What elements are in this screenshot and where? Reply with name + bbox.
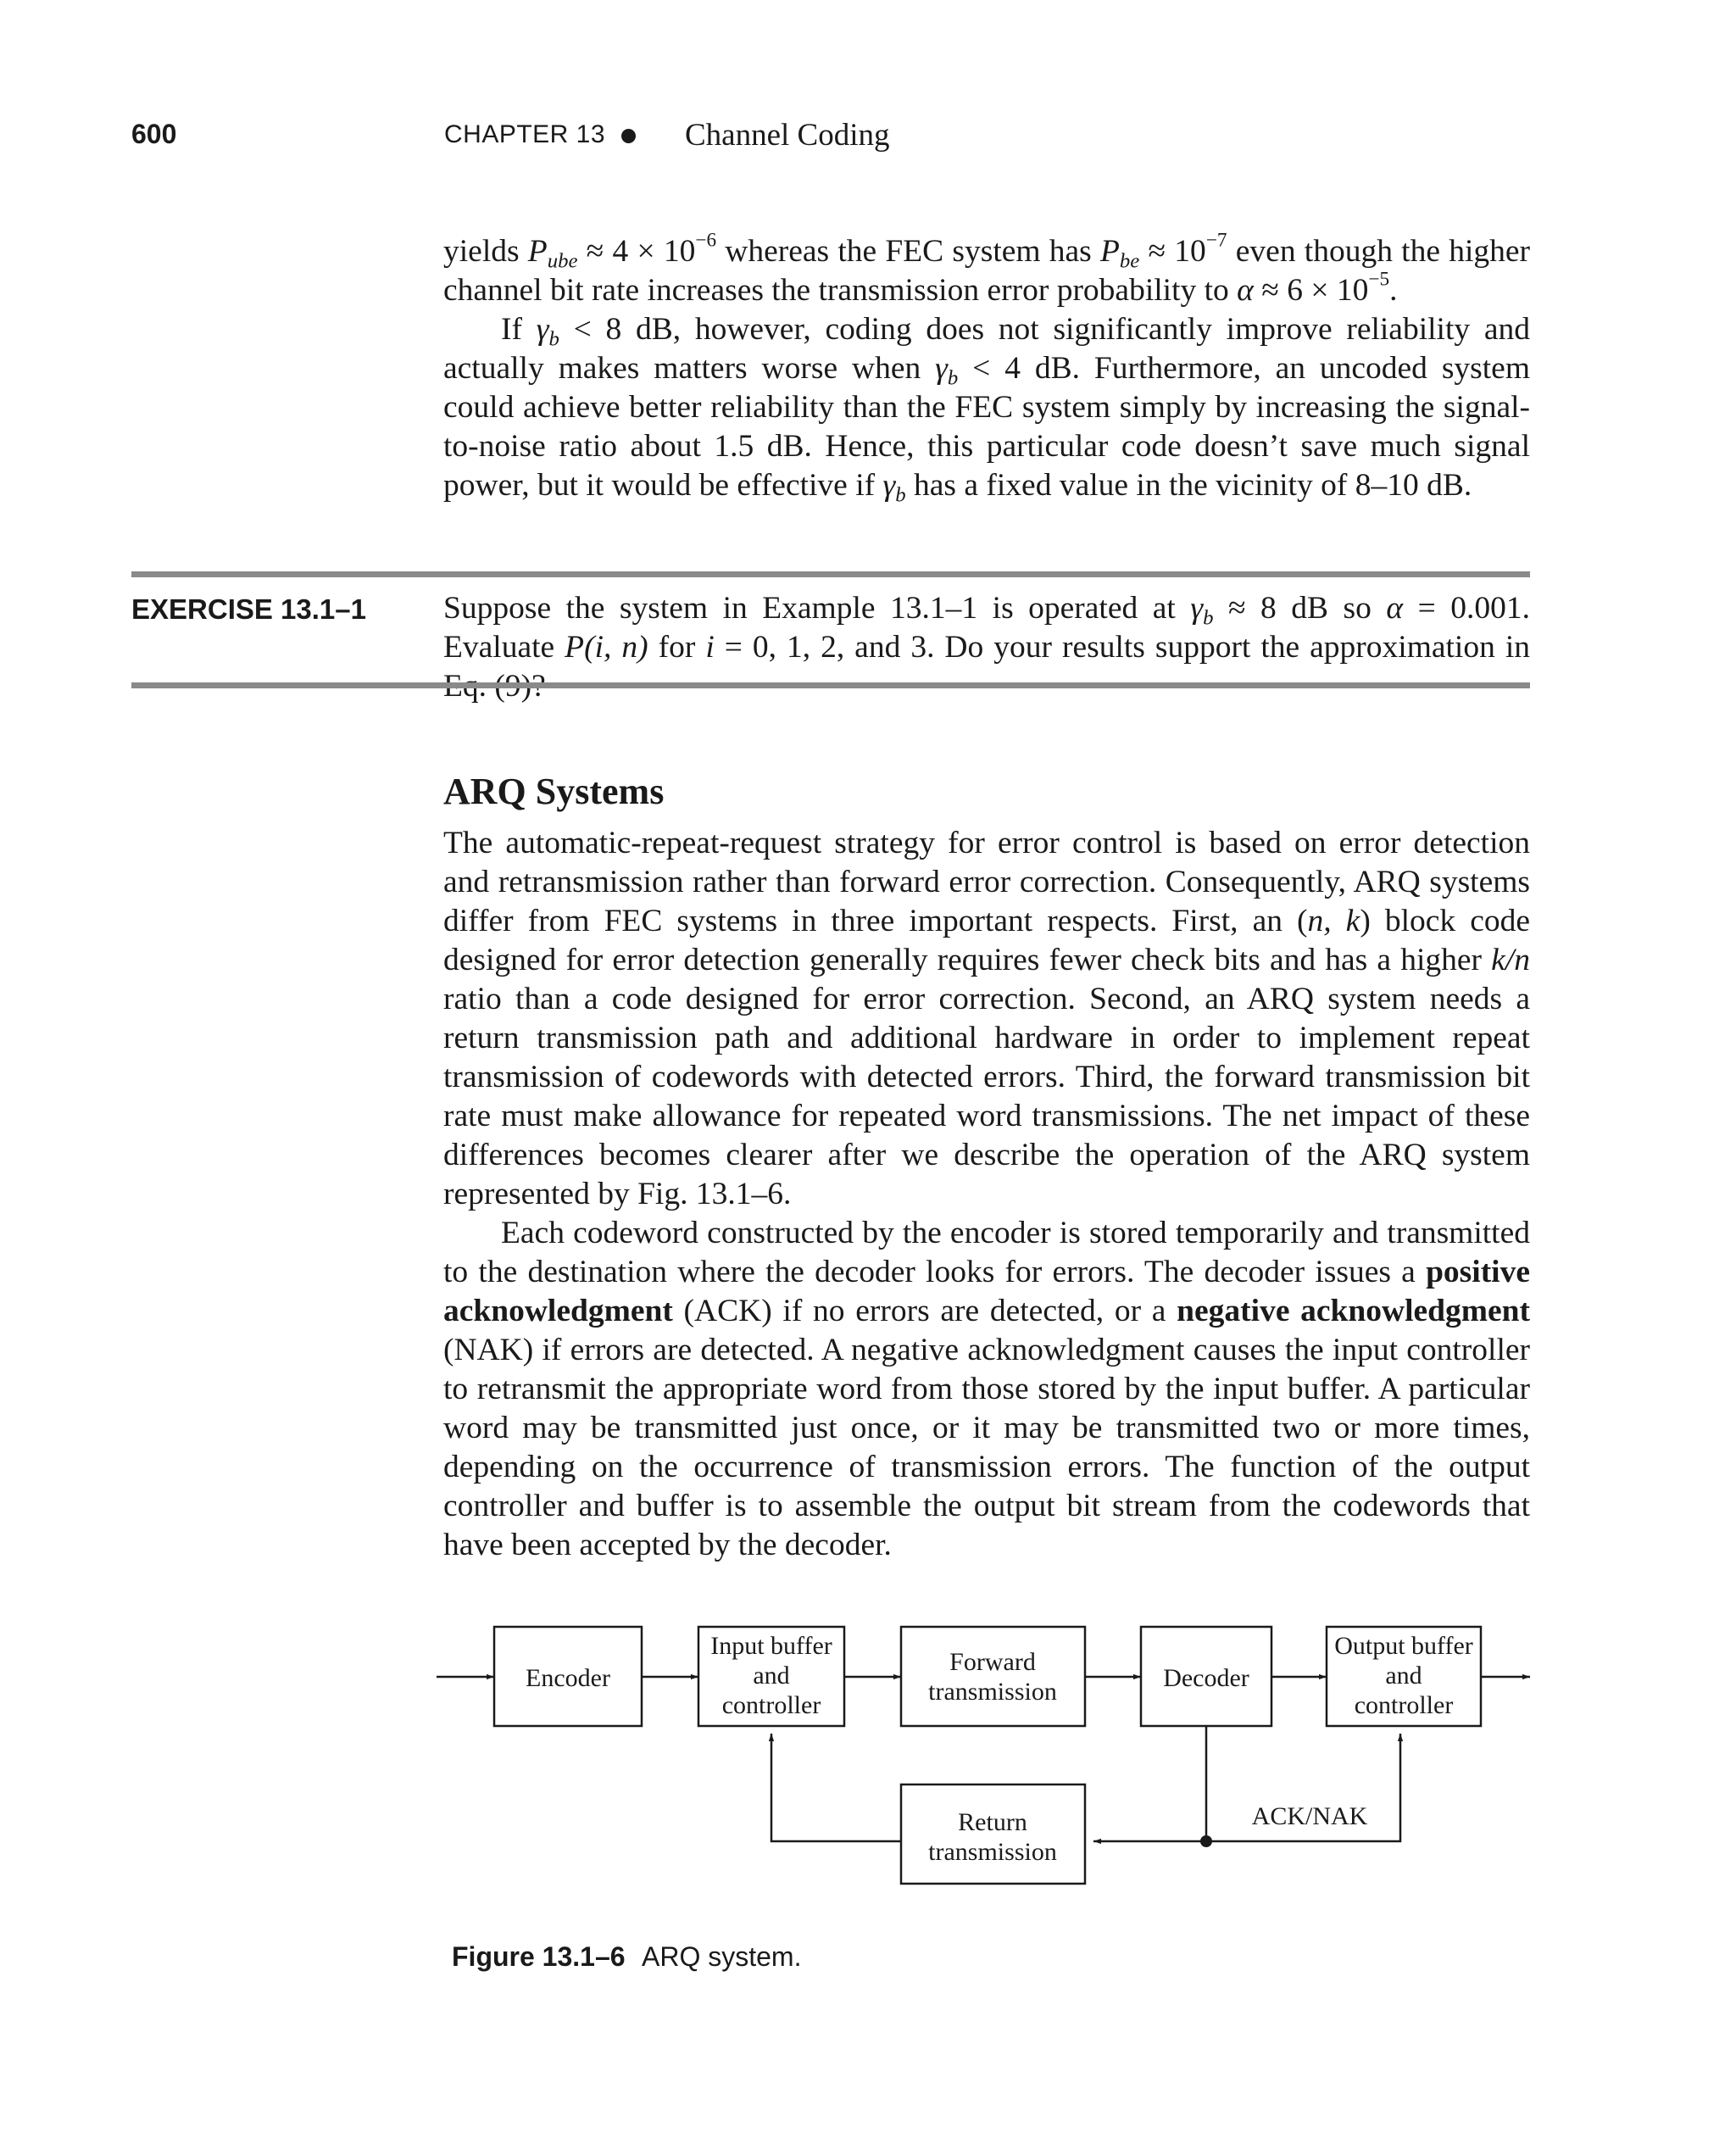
return-label-line1: Return: [958, 1808, 1027, 1836]
body-paragraph-1: The automatic-repeat-request strategy for error control is based on error detection and retransmission rather than forward error correction. Consequently, ARQ systems differ from FEC systems in three important respects. First, an (n, k) block code designed for error detection generally requires fewer check bits and has a higher k/n ratio than a code designed for error correction. Second, an ARQ system needs a return transmission path and additional hardware in order to implement repeat transmission of codewords with detected errors. Third, the forward transmission bit rate must make allowance for repeated word transmissions. The net impact of these differences becomes clearer after we describe the operation of the ARQ system represented by Fig. 13.1–6.: [443, 826, 1530, 1211]
forward-label-line1: Forward: [949, 1648, 1036, 1676]
decoder-label: Decoder: [1163, 1664, 1249, 1692]
exercise-label: EXERCISE 13.1–1: [131, 593, 366, 625]
output-buffer-label-line3: controller: [1354, 1691, 1454, 1719]
junction-dot: [1200, 1835, 1212, 1847]
input-buffer-label-line2: and: [753, 1662, 790, 1690]
output-buffer-label-line1: Output buffer: [1334, 1632, 1473, 1660]
forward-transmission-block: [901, 1627, 1085, 1726]
ack-nak-label: ACK/NAK: [1251, 1802, 1368, 1830]
encoder-label: Encoder: [526, 1664, 610, 1692]
section-body: [443, 824, 1530, 1565]
figure-title: ARQ system.: [642, 1941, 802, 1972]
figure-label: Figure 13.1–6: [452, 1941, 626, 1972]
forward-label-line2: transmission: [928, 1678, 1057, 1706]
intro-paragraph-1: yields $P_{ube} \approx 4 \times 10^{-6}$ whereas the FEC system has $P_{be} \approx 10^{-7}$ even though the higher channel bit rate increases the transmission error probability to $\alpha \approx 6 \times 10^{-5}$.: [443, 229, 1531, 308]
input-buffer-label-line3: controller: [721, 1691, 821, 1719]
chapter-label: CHAPTER 13: [444, 120, 606, 148]
intro-paragraph-2: If $\gamma_b < 8$ dB, however, coding does not significantly improve reliability and actually makes matters worse when $\gamma_b < 4$ dB. Furthermore, an uncoded system could achieve better reliability than the FEC system simply by increasing the signal-to-noise ratio about 1.5 dB. Hence, this particular code doesn’t save much signal power, but it would be effective if $\gamma_b$ has a fixed value in the vicinity of 8–10 dB.: [443, 312, 1530, 507]
bullet-separator: [621, 129, 636, 143]
body-paragraph-2: Each codeword constructed by the encoder is stored temporarily and transmitted to the destination where the decoder looks for errors. The decoder issues a positive acknowledgment (ACK) if no errors are detected, or a negative acknowledgment (NAK) if errors are detected. A negative acknowledgment causes the input controller to retransmit the appropriate word from those stored by the input buffer. A particular word may be transmitted just once, or it may be transmitted two or more times, depending on the occurrence of transmission errors. The function of the output controller and buffer is to assemble the output bit stream from the codewords that have been accepted by the decoder.: [443, 1216, 1530, 1562]
return-to-input-buffer-arrow: [771, 1734, 901, 1841]
section-heading: ARQ Systems: [443, 771, 665, 812]
page-number: 600: [131, 119, 177, 149]
return-label-line2: transmission: [928, 1838, 1057, 1866]
exercise-text: Suppose the system in Example 13.1–1 is operated at $\gamma_b \approx 8$ dB so α = 0.001. Evaluate P(i, n) for i = 0, 1, 2, and 3. Do your results support the approximation in: [443, 591, 1530, 665]
arq-block-diagram: [424, 1611, 1543, 1899]
chapter-title: Channel Coding: [685, 118, 890, 153]
decoder-to-return-arrow: [1093, 1726, 1206, 1841]
intro-text: [443, 229, 1531, 507]
exercise-top-rule: [131, 571, 1530, 577]
output-buffer-label-line2: and: [1385, 1662, 1422, 1690]
input-buffer-label-line1: Input buffer: [710, 1632, 832, 1660]
exercise-bottom-rule: [131, 682, 1530, 688]
